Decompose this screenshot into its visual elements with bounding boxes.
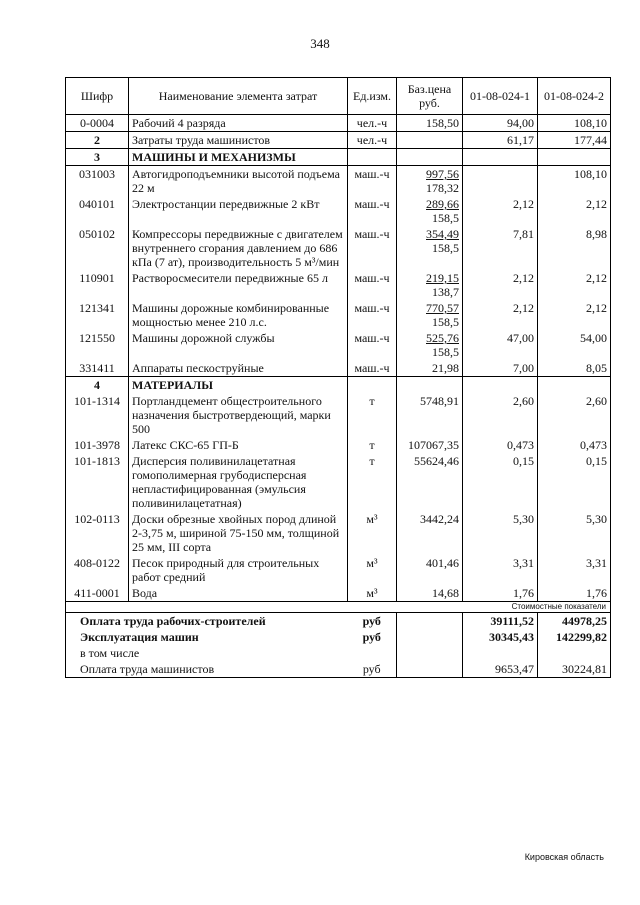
row-unit: т [348, 437, 397, 453]
table-row [66, 585, 611, 602]
cost-indicators-row [66, 602, 611, 613]
row-base-price [397, 511, 463, 555]
row-unit: маш.-ч [348, 226, 397, 270]
cost-indicators-label: Стоимостные показатели [66, 602, 611, 613]
row-base-price [397, 226, 463, 270]
row-price-value: 21,98 [432, 361, 459, 375]
summary-value-2: 44978,25 [538, 613, 611, 630]
row-empty-cell [538, 149, 611, 166]
row-price-value: 770,57 [426, 301, 459, 315]
row-empty-cell [348, 377, 397, 394]
table-row [66, 437, 611, 453]
summary-unit [348, 645, 397, 661]
page-number: 348 [310, 36, 330, 51]
table-row [66, 226, 611, 270]
row-price-value: 997,56 [426, 167, 459, 181]
row-name: Автогидроподъемники высотой подъема 22 м [129, 166, 348, 197]
row-value-2: 1,76 [538, 585, 611, 602]
summary-empty-cell [397, 613, 463, 630]
row-value-1 [463, 166, 538, 197]
row-value-1: 94,00 [463, 115, 538, 132]
row-value-1: 3,31 [463, 555, 538, 585]
header-price [397, 78, 463, 115]
summary-value-1: 30345,43 [463, 629, 538, 645]
row-code: 3 [66, 149, 129, 166]
row-value-2: 54,00 [538, 330, 611, 360]
table-row [66, 300, 611, 330]
row-name: Дисперсия поливинилацетатная гомополимерная грубодисперсная непластифицированная (эмульсия поливинилацетатная) [129, 453, 348, 511]
header-price-line2: руб. [419, 96, 440, 110]
summary-value-2: 30224,81 [538, 661, 611, 678]
row-unit: чел.-ч [348, 115, 397, 132]
row-price-value: 401,46 [426, 556, 459, 570]
header-v1: 01-08-024-1 [463, 78, 538, 115]
row-value-1: 0,473 [463, 437, 538, 453]
row-empty-cell [397, 149, 463, 166]
summary-unit: руб [348, 613, 397, 630]
row-code: 040101 [66, 196, 129, 226]
summary-value-2: 142299,82 [538, 629, 611, 645]
row-value-2: 5,30 [538, 511, 611, 555]
header-v2: 01-08-024-2 [538, 78, 611, 115]
row-code: 2 [66, 132, 129, 149]
row-empty-cell [463, 149, 538, 166]
row-name: Аппараты пескоструйные [129, 360, 348, 377]
row-price-sub: 178,32 [426, 181, 459, 195]
row-value-2: 2,60 [538, 393, 611, 437]
row-value-2: 8,05 [538, 360, 611, 377]
row-unit: м³ [348, 511, 397, 555]
region-footer: Кировская область [524, 852, 604, 862]
row-unit: маш.-ч [348, 300, 397, 330]
summary-label: в том числе [66, 645, 348, 661]
row-value-1: 7,81 [463, 226, 538, 270]
row-code: 050102 [66, 226, 129, 270]
row-base-price [397, 453, 463, 511]
section-row [66, 377, 611, 394]
row-price-value: 354,49 [426, 227, 459, 241]
header-code: Шифр [66, 78, 129, 115]
row-code: 101-1813 [66, 453, 129, 511]
row-value-1: 0,15 [463, 453, 538, 511]
table-row [66, 132, 611, 149]
row-code: 101-3978 [66, 437, 129, 453]
row-price-value: 55624,46 [414, 454, 459, 468]
row-name: Вода [129, 585, 348, 602]
summary-row [66, 613, 611, 630]
row-value-1: 2,12 [463, 270, 538, 300]
row-value-2: 2,12 [538, 270, 611, 300]
row-value-1: 2,12 [463, 196, 538, 226]
summary-value-1 [463, 645, 538, 661]
row-price-value: 14,68 [432, 586, 459, 600]
table-row [66, 270, 611, 300]
row-value-2: 0,15 [538, 453, 611, 511]
row-unit: м³ [348, 585, 397, 602]
row-unit: маш.-ч [348, 196, 397, 226]
row-empty-cell [538, 377, 611, 394]
row-code: 411-0001 [66, 585, 129, 602]
row-value-1: 2,12 [463, 300, 538, 330]
row-code: 408-0122 [66, 555, 129, 585]
row-value-2: 2,12 [538, 300, 611, 330]
row-name: Портландцемент общестроительного назначения быстротвердеющий, марки 500 [129, 393, 348, 437]
row-code: 0-0004 [66, 115, 129, 132]
table-row [66, 115, 611, 132]
summary-label: Эксплуатация машин [66, 629, 348, 645]
row-price-value: 289,66 [426, 197, 459, 211]
summary-empty-cell [397, 645, 463, 661]
row-code: 121341 [66, 300, 129, 330]
summary-unit: руб [348, 661, 397, 678]
row-value-1: 1,76 [463, 585, 538, 602]
row-name: Компрессоры передвижные с двигателем внутреннего сгорания давлением до 686 кПа (7 ат), производительность 5 м³/мин [129, 226, 348, 270]
table-row [66, 330, 611, 360]
row-price-value: 107067,35 [408, 438, 459, 452]
row-unit: т [348, 393, 397, 437]
summary-row [66, 645, 611, 661]
summary-empty-cell [397, 661, 463, 678]
row-price-sub: 158,5 [432, 211, 459, 225]
summary-label: Оплата труда машинистов [66, 661, 348, 678]
row-code: 101-1314 [66, 393, 129, 437]
row-price-value: 219,15 [426, 271, 459, 285]
row-unit: чел.-ч [348, 132, 397, 149]
summary-value-1: 39111,52 [463, 613, 538, 630]
row-name: Рабочий 4 разряда [129, 115, 348, 132]
summary-row [66, 629, 611, 645]
row-base-price [397, 360, 463, 377]
row-unit: т [348, 453, 397, 511]
summary-row [66, 661, 611, 678]
row-empty-cell [463, 377, 538, 394]
row-value-2: 8,98 [538, 226, 611, 270]
header-unit: Ед.изм. [348, 78, 397, 115]
row-code: 110901 [66, 270, 129, 300]
row-base-price [397, 270, 463, 300]
row-price-value: 525,76 [426, 331, 459, 345]
row-code: 121550 [66, 330, 129, 360]
table-row [66, 555, 611, 585]
summary-label: Оплата труда рабочих-строителей [66, 613, 348, 630]
table-row [66, 393, 611, 437]
row-value-2: 108,10 [538, 166, 611, 197]
row-value-2: 108,10 [538, 115, 611, 132]
row-name: Растворосмесители передвижные 65 л [129, 270, 348, 300]
row-base-price [397, 300, 463, 330]
summary-value-2 [538, 645, 611, 661]
table-row [66, 511, 611, 555]
row-value-2: 3,31 [538, 555, 611, 585]
table-row [66, 360, 611, 377]
row-base-price [397, 115, 463, 132]
row-base-price [397, 166, 463, 197]
row-base-price [397, 585, 463, 602]
row-value-1: 7,00 [463, 360, 538, 377]
row-value-1: 2,60 [463, 393, 538, 437]
row-unit: маш.-ч [348, 360, 397, 377]
table-row [66, 196, 611, 226]
row-base-price [397, 132, 463, 149]
row-value-2: 2,12 [538, 196, 611, 226]
table-row [66, 166, 611, 197]
row-name: Песок природный для строительных работ средний [129, 555, 348, 585]
cost-table [65, 77, 611, 678]
row-name: Доски обрезные хвойных пород длиной 2-3,75 м, шириной 75-150 мм, толщиной 25 мм, III сорта [129, 511, 348, 555]
row-value-2: 0,473 [538, 437, 611, 453]
row-unit: маш.-ч [348, 270, 397, 300]
row-name: Машины дорожные комбинированные мощностью менее 210 л.с. [129, 300, 348, 330]
row-value-1: 5,30 [463, 511, 538, 555]
row-name: Машины дорожной службы [129, 330, 348, 360]
row-base-price [397, 330, 463, 360]
row-price-sub: 158,5 [432, 345, 459, 359]
row-base-price [397, 393, 463, 437]
row-base-price [397, 196, 463, 226]
row-price-sub: 138,7 [432, 285, 459, 299]
row-name: МАШИНЫ И МЕХАНИЗМЫ [129, 149, 348, 166]
summary-unit: руб [348, 629, 397, 645]
row-name: Затраты труда машинистов [129, 132, 348, 149]
summary-empty-cell [397, 629, 463, 645]
row-value-2: 177,44 [538, 132, 611, 149]
row-code: 331411 [66, 360, 129, 377]
row-unit: маш.-ч [348, 166, 397, 197]
row-price-sub: 158,5 [432, 315, 459, 329]
row-name: Латекс СКС-65 ГП-Б [129, 437, 348, 453]
row-value-1: 47,00 [463, 330, 538, 360]
row-unit: м³ [348, 555, 397, 585]
table-row [66, 453, 611, 511]
row-unit: маш.-ч [348, 330, 397, 360]
section-row [66, 149, 611, 166]
row-name: Электростанции передвижные 2 кВт [129, 196, 348, 226]
row-price-value: 158,50 [426, 116, 459, 130]
header-price-line1: Баз.цена [407, 82, 452, 96]
header-name: Наименование элемента затрат [129, 78, 348, 115]
row-value-1: 61,17 [463, 132, 538, 149]
row-code: 4 [66, 377, 129, 394]
row-base-price [397, 555, 463, 585]
row-code: 031003 [66, 166, 129, 197]
row-price-value: 5748,91 [420, 394, 459, 408]
row-price-sub: 158,5 [432, 241, 459, 255]
row-price-value: 3442,24 [420, 512, 459, 526]
row-empty-cell [397, 377, 463, 394]
row-name: МАТЕРИАЛЫ [129, 377, 348, 394]
table-header-row [66, 78, 611, 115]
row-empty-cell [348, 149, 397, 166]
row-base-price [397, 437, 463, 453]
summary-value-1: 9653,47 [463, 661, 538, 678]
row-code: 102-0113 [66, 511, 129, 555]
